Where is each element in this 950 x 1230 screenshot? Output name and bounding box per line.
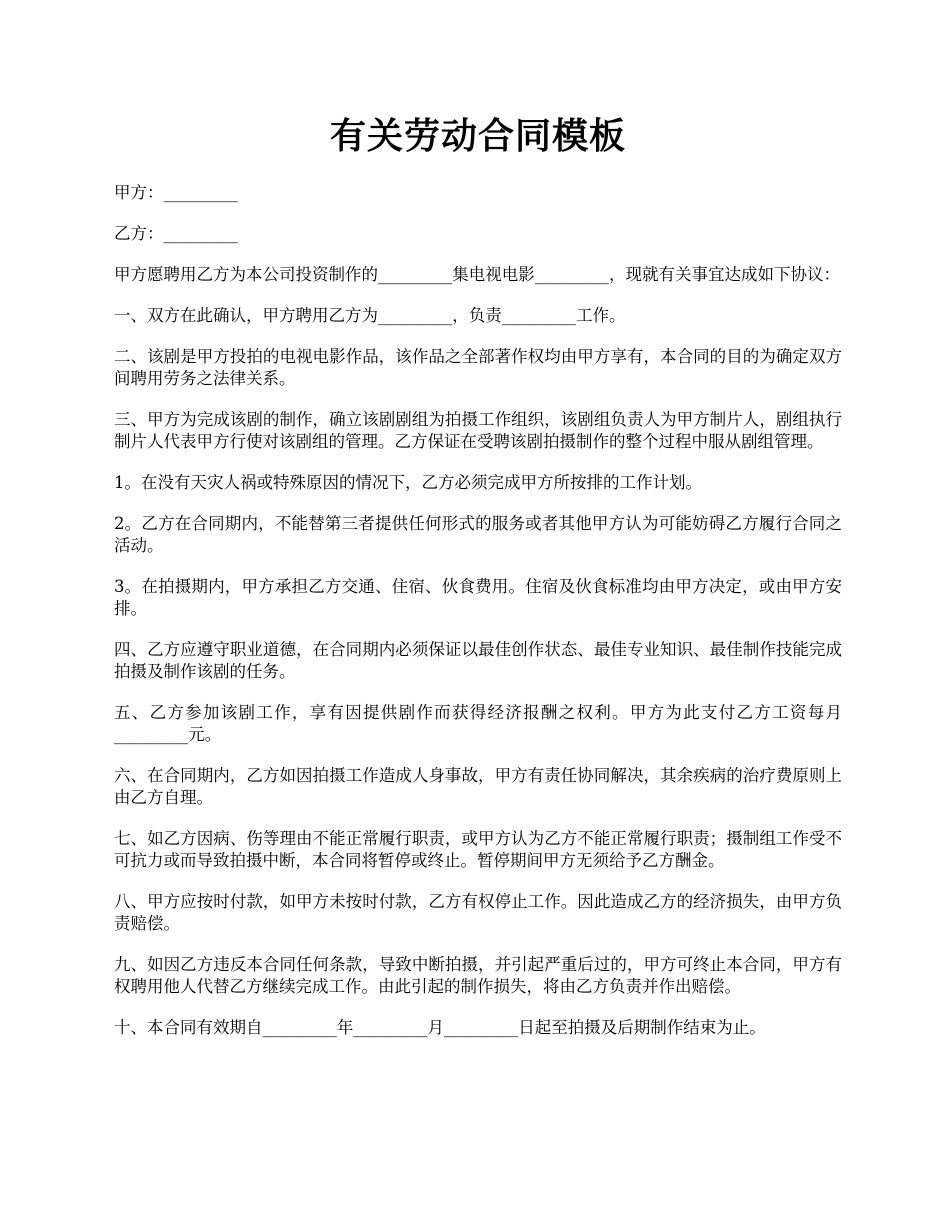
clause-3: 三、甲方为完成该剧的制作，确立该剧剧组为拍摄工作组织，该剧组负责人为甲方制片人，剧组执行制片人代表甲方行使对该剧组的管理。乙方保证在受聘该剧拍摄制作的整个过程中服从剧组管理。 xyxy=(114,410,842,451)
clause-5: 五、乙方参加该剧工作，享有因提供剧作而获得经济报酬之权利。甲方为此支付乙方工资每月_________元。 xyxy=(114,703,842,744)
clause-1: 一、双方在此确认，甲方聘用乙方为_________，负责_________工作。 xyxy=(114,306,626,325)
document-title: 有关劳动合同模板 xyxy=(329,115,626,157)
clause-4: 四、乙方应遵守职业道德，在合同期内必须保证以最佳创作状态、最佳专业知识、最佳制作技能完成拍摄及制作该剧的任务。 xyxy=(114,640,842,681)
party-b-line: 乙方：_________ xyxy=(114,224,238,243)
clause-7: 七、如乙方因病、伤等理由不能正常履行职责，或甲方认为乙方不能正常履行职责；摄制组工作受不可抗力或而导致拍摄中断，本合同将暂停或终止。暂停期间甲方无须给予乙方酬金。 xyxy=(114,829,842,870)
clause-2: 二、该剧是甲方投拍的电视电影作品，该作品之全部著作权均由甲方享有，本合同的目的为确定双方间聘用劳务之法律关系。 xyxy=(114,347,842,388)
preamble-paragraph: 甲方愿聘用乙方为本公司投资制作的_________集电视电影_________，现就有关事宜达成如下协议： xyxy=(114,265,840,284)
clause-8: 八、甲方应按时付款，如甲方未按时付款，乙方有权停止工作。因此造成乙方的经济损失，由甲方负责赔偿。 xyxy=(114,892,842,933)
party-a-line: 甲方：_________ xyxy=(114,183,238,202)
clause-9: 九、如因乙方违反本合同任何条款，导致中断拍摄，并引起严重后过的，甲方可终止本合同，甲方有权聘用他人代替乙方继续完成工作。由此引起的制作损失，将由乙方负责并作出赔偿。 xyxy=(114,955,842,996)
clause-3-item-2: 2。乙方在合同期内，不能替第三者提供任何形式的服务或者其他甲方认为可能妨碍乙方履行合同之活动。 xyxy=(114,514,842,555)
clause-3-item-3: 3。在拍摄期内，甲方承担乙方交通、住宿、伙食费用。住宿及伙食标准均由甲方决定，或由甲方安排。 xyxy=(114,577,842,618)
clause-6: 六、在合同期内，乙方如因拍摄工作造成人身事故，甲方有责任协同解决，其余疾病的治疗费原则上由乙方自理。 xyxy=(114,766,842,807)
clause-10: 十、本合同有效期自_________年_________月_________日起至拍摄及后期制作结束为止。 xyxy=(114,1018,766,1037)
clause-3-item-1: 1。在没有天灾人祸或特殊原因的情况下，乙方必须完成甲方所按排的工作计划。 xyxy=(114,473,702,492)
